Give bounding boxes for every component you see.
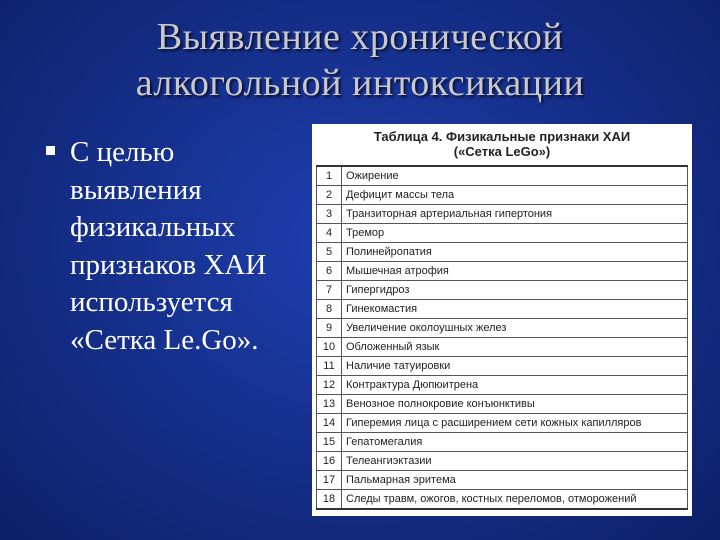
table-row (317, 414, 688, 433)
table-caption-line-2: («Сетка LeGo») (453, 144, 551, 159)
bullet-line: используется (70, 286, 233, 318)
row-sign: Гепатомегалия (342, 433, 688, 452)
row-number: 14 (317, 414, 342, 433)
row-number: 15 (317, 433, 342, 452)
square-bullet-icon (46, 146, 55, 155)
row-sign: Обложенный язык (342, 338, 688, 357)
table-row (317, 490, 688, 510)
bullet-line: физикальных (70, 211, 236, 243)
table-row (317, 395, 688, 414)
table-caption (312, 124, 692, 158)
table-row (317, 300, 688, 319)
row-number: 1 (317, 166, 342, 186)
row-sign: Мышечная атрофия (342, 262, 688, 281)
row-sign: Ожирение (342, 166, 688, 186)
bullet-text (70, 134, 296, 359)
row-sign: Увеличение околоушных желез (342, 319, 688, 338)
table-row (317, 433, 688, 452)
row-number: 3 (317, 205, 342, 224)
table-caption-line-1: Таблица 4. Физикальные признаки ХАИ (373, 129, 631, 144)
row-number: 10 (317, 338, 342, 357)
table-row (317, 224, 688, 243)
bullet-line: «Сетка Le.Go». (70, 323, 259, 356)
signs-table (316, 165, 688, 510)
row-sign: Полинейропатия (342, 243, 688, 262)
bullet-line: выявления (70, 173, 202, 206)
bullet-item (46, 134, 296, 359)
bullet-line: С целью (70, 136, 175, 168)
table-row (317, 281, 688, 300)
bullet-line: признаков ХАИ (70, 248, 267, 281)
row-sign: Гинекомастия (342, 300, 688, 319)
row-number: 8 (317, 300, 342, 319)
table-row (317, 205, 688, 224)
row-number: 12 (317, 376, 342, 395)
row-number: 9 (317, 319, 342, 338)
table-row (317, 338, 688, 357)
slide-title-line-2: алкогольной интоксикации (135, 62, 585, 104)
table-row (317, 243, 688, 262)
table-row (317, 452, 688, 471)
row-sign: Гиперемия лица с расширением сети кожных капилляров (342, 414, 688, 433)
row-number: 4 (317, 224, 342, 243)
table-row (317, 186, 688, 205)
row-sign: Транзиторная артериальная гипертония (342, 205, 688, 224)
table-row (317, 262, 688, 281)
row-number: 6 (317, 262, 342, 281)
row-number: 7 (317, 281, 342, 300)
table-row (317, 376, 688, 395)
row-number: 2 (317, 186, 342, 205)
row-sign: Тремор (342, 224, 688, 243)
row-sign: Венозное полнокровие конъюнктивы (342, 395, 688, 414)
slide-title (60, 14, 660, 106)
row-sign: Следы травм, ожогов, костных переломов, отморожений (342, 490, 688, 510)
row-sign: Гипергидроз (342, 281, 688, 300)
row-sign: Пальмарная эритема (342, 471, 688, 490)
row-number: 17 (317, 471, 342, 490)
row-sign: Наличие татуировки (342, 357, 688, 376)
table-row (317, 471, 688, 490)
table-row (317, 166, 688, 186)
row-sign: Телеангиэктазии (342, 452, 688, 471)
row-number: 13 (317, 395, 342, 414)
lego-table-image (312, 124, 692, 516)
slide-title-line-1: Выявление хронической (156, 16, 564, 58)
row-number: 5 (317, 243, 342, 262)
row-number: 18 (317, 490, 342, 510)
table-row (317, 357, 688, 376)
row-sign: Контрактура Дюпюитрена (342, 376, 688, 395)
row-sign: Дефицит массы тела (342, 186, 688, 205)
table-row (317, 319, 688, 338)
row-number: 11 (317, 357, 342, 376)
row-number: 16 (317, 452, 342, 471)
